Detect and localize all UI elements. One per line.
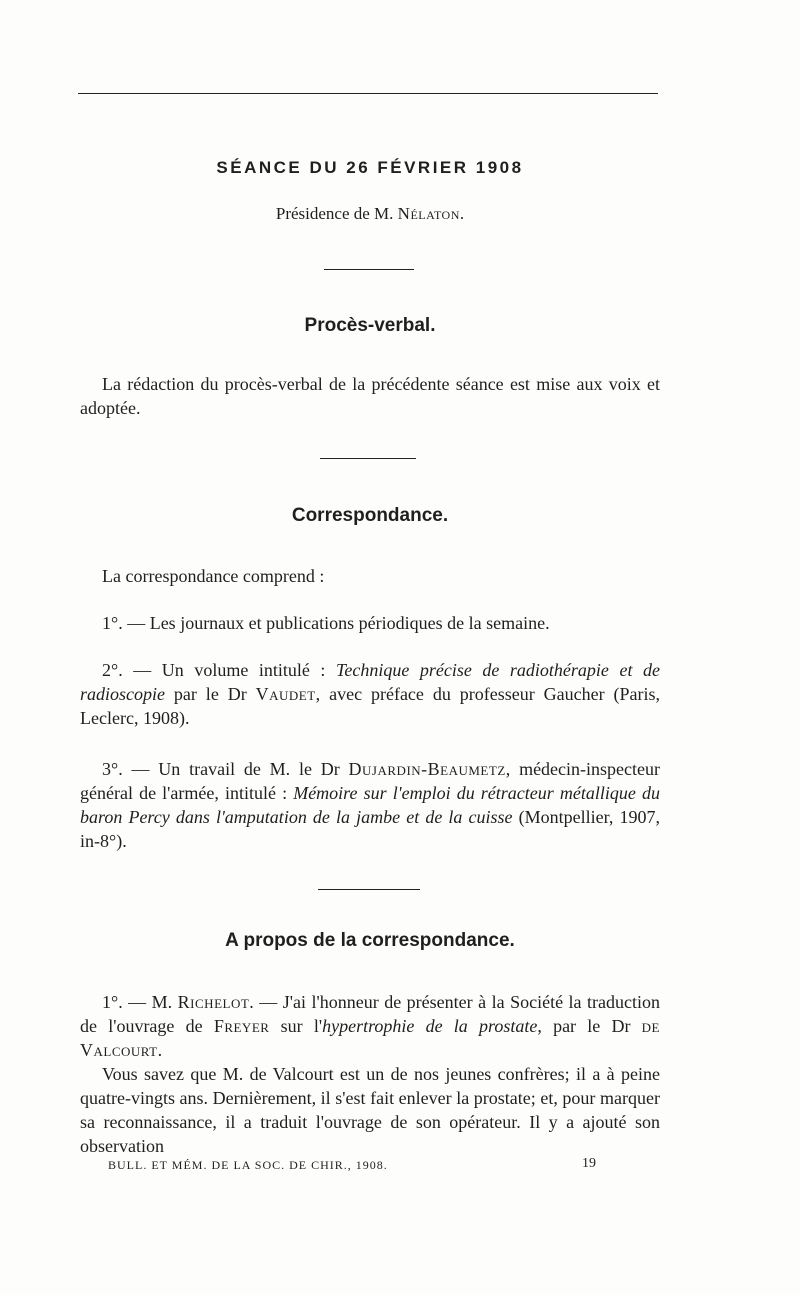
p1-title: hypertrophie de la prostate	[322, 1016, 538, 1036]
session-title: SÉANCE DU 26 FÉVRIER 1908	[216, 158, 524, 177]
page-number: 19	[582, 1156, 596, 1171]
correspondance-item-3	[80, 757, 660, 853]
a-propos-paragraph-1	[80, 990, 660, 1062]
presidence-suffix: .	[459, 204, 465, 223]
separator-rule	[318, 889, 420, 890]
a-propos-heading: A propos de la correspondance.	[225, 930, 515, 951]
item3-prefix: 3°. — Un travail de M. le Dr	[102, 759, 349, 779]
separator-rule	[320, 458, 416, 459]
item3-mid: , médecin-inspecteur général de l'armée, intitulé :	[80, 759, 660, 803]
p1-mid2: sur l'	[269, 1016, 323, 1036]
p1-mid3: , par le Dr	[537, 1016, 642, 1036]
presidence-line	[0, 204, 740, 224]
footer-journal: BULL. ET MÉM. DE LA SOC. DE CHIR., 1908.	[108, 1158, 388, 1172]
p1-speaker: Richelot	[177, 992, 250, 1012]
item2-mid: par le Dr	[165, 684, 256, 704]
item2-prefix: 2°. — Un volume intitulé :	[102, 660, 336, 680]
item2-suffix: , avec préface du professeur Gaucher (Paris, Leclerc, 1908).	[80, 684, 660, 728]
item2-title: Technique précise de radiothérapie et de radioscopie	[80, 660, 660, 704]
p1-author: Freyer	[213, 1016, 270, 1036]
correspondance-item-2	[80, 658, 660, 730]
correspondance-item-1: 1°. — Les journaux et publications périodiques de la semaine.	[102, 613, 550, 633]
item3-title: Mémoire sur l'emploi du rétracteur métallique du baron Percy dans l'amputation de la jambe et de la cuisse	[80, 783, 660, 827]
p1-mid1: . — J'ai l'honneur de présenter à la Société la traduction de l'ouvrage de	[80, 992, 661, 1036]
p1-suffix: .	[157, 1040, 163, 1060]
proces-verbal-text: La rédaction du procès-verbal de la précédente séance est mise aux voix et adoptée.	[80, 374, 660, 418]
proces-verbal-heading: Procès-verbal.	[304, 315, 436, 336]
p1-prefix: 1°. — M.	[102, 992, 178, 1012]
a-propos-paragraph-2: Vous savez que M. de Valcourt est un de nos jeunes confrères; il a à peine quatre-vingts ans. Dernièrement, il s'est fait enlever la prostate; et, pour marquer sa reconnaissance, il a traduit l'ouvrage de son opérateur. Il y a ajouté son observation	[80, 1064, 660, 1156]
item2-author: Vaudet	[255, 684, 316, 704]
correspondance-heading: Correspondance.	[291, 505, 449, 526]
president-name: Nélaton	[397, 204, 460, 223]
presidence-prefix: Présidence de M.	[275, 204, 398, 223]
top-rule	[78, 93, 658, 94]
correspondance-intro: La correspondance comprend :	[102, 566, 325, 586]
item3-suffix: (Montpellier, 1907, in-8°).	[80, 807, 660, 851]
item3-author: Dujardin-Beaumetz	[348, 759, 506, 779]
p1-translator: de Valcourt	[80, 1016, 660, 1060]
separator-rule	[324, 269, 414, 270]
